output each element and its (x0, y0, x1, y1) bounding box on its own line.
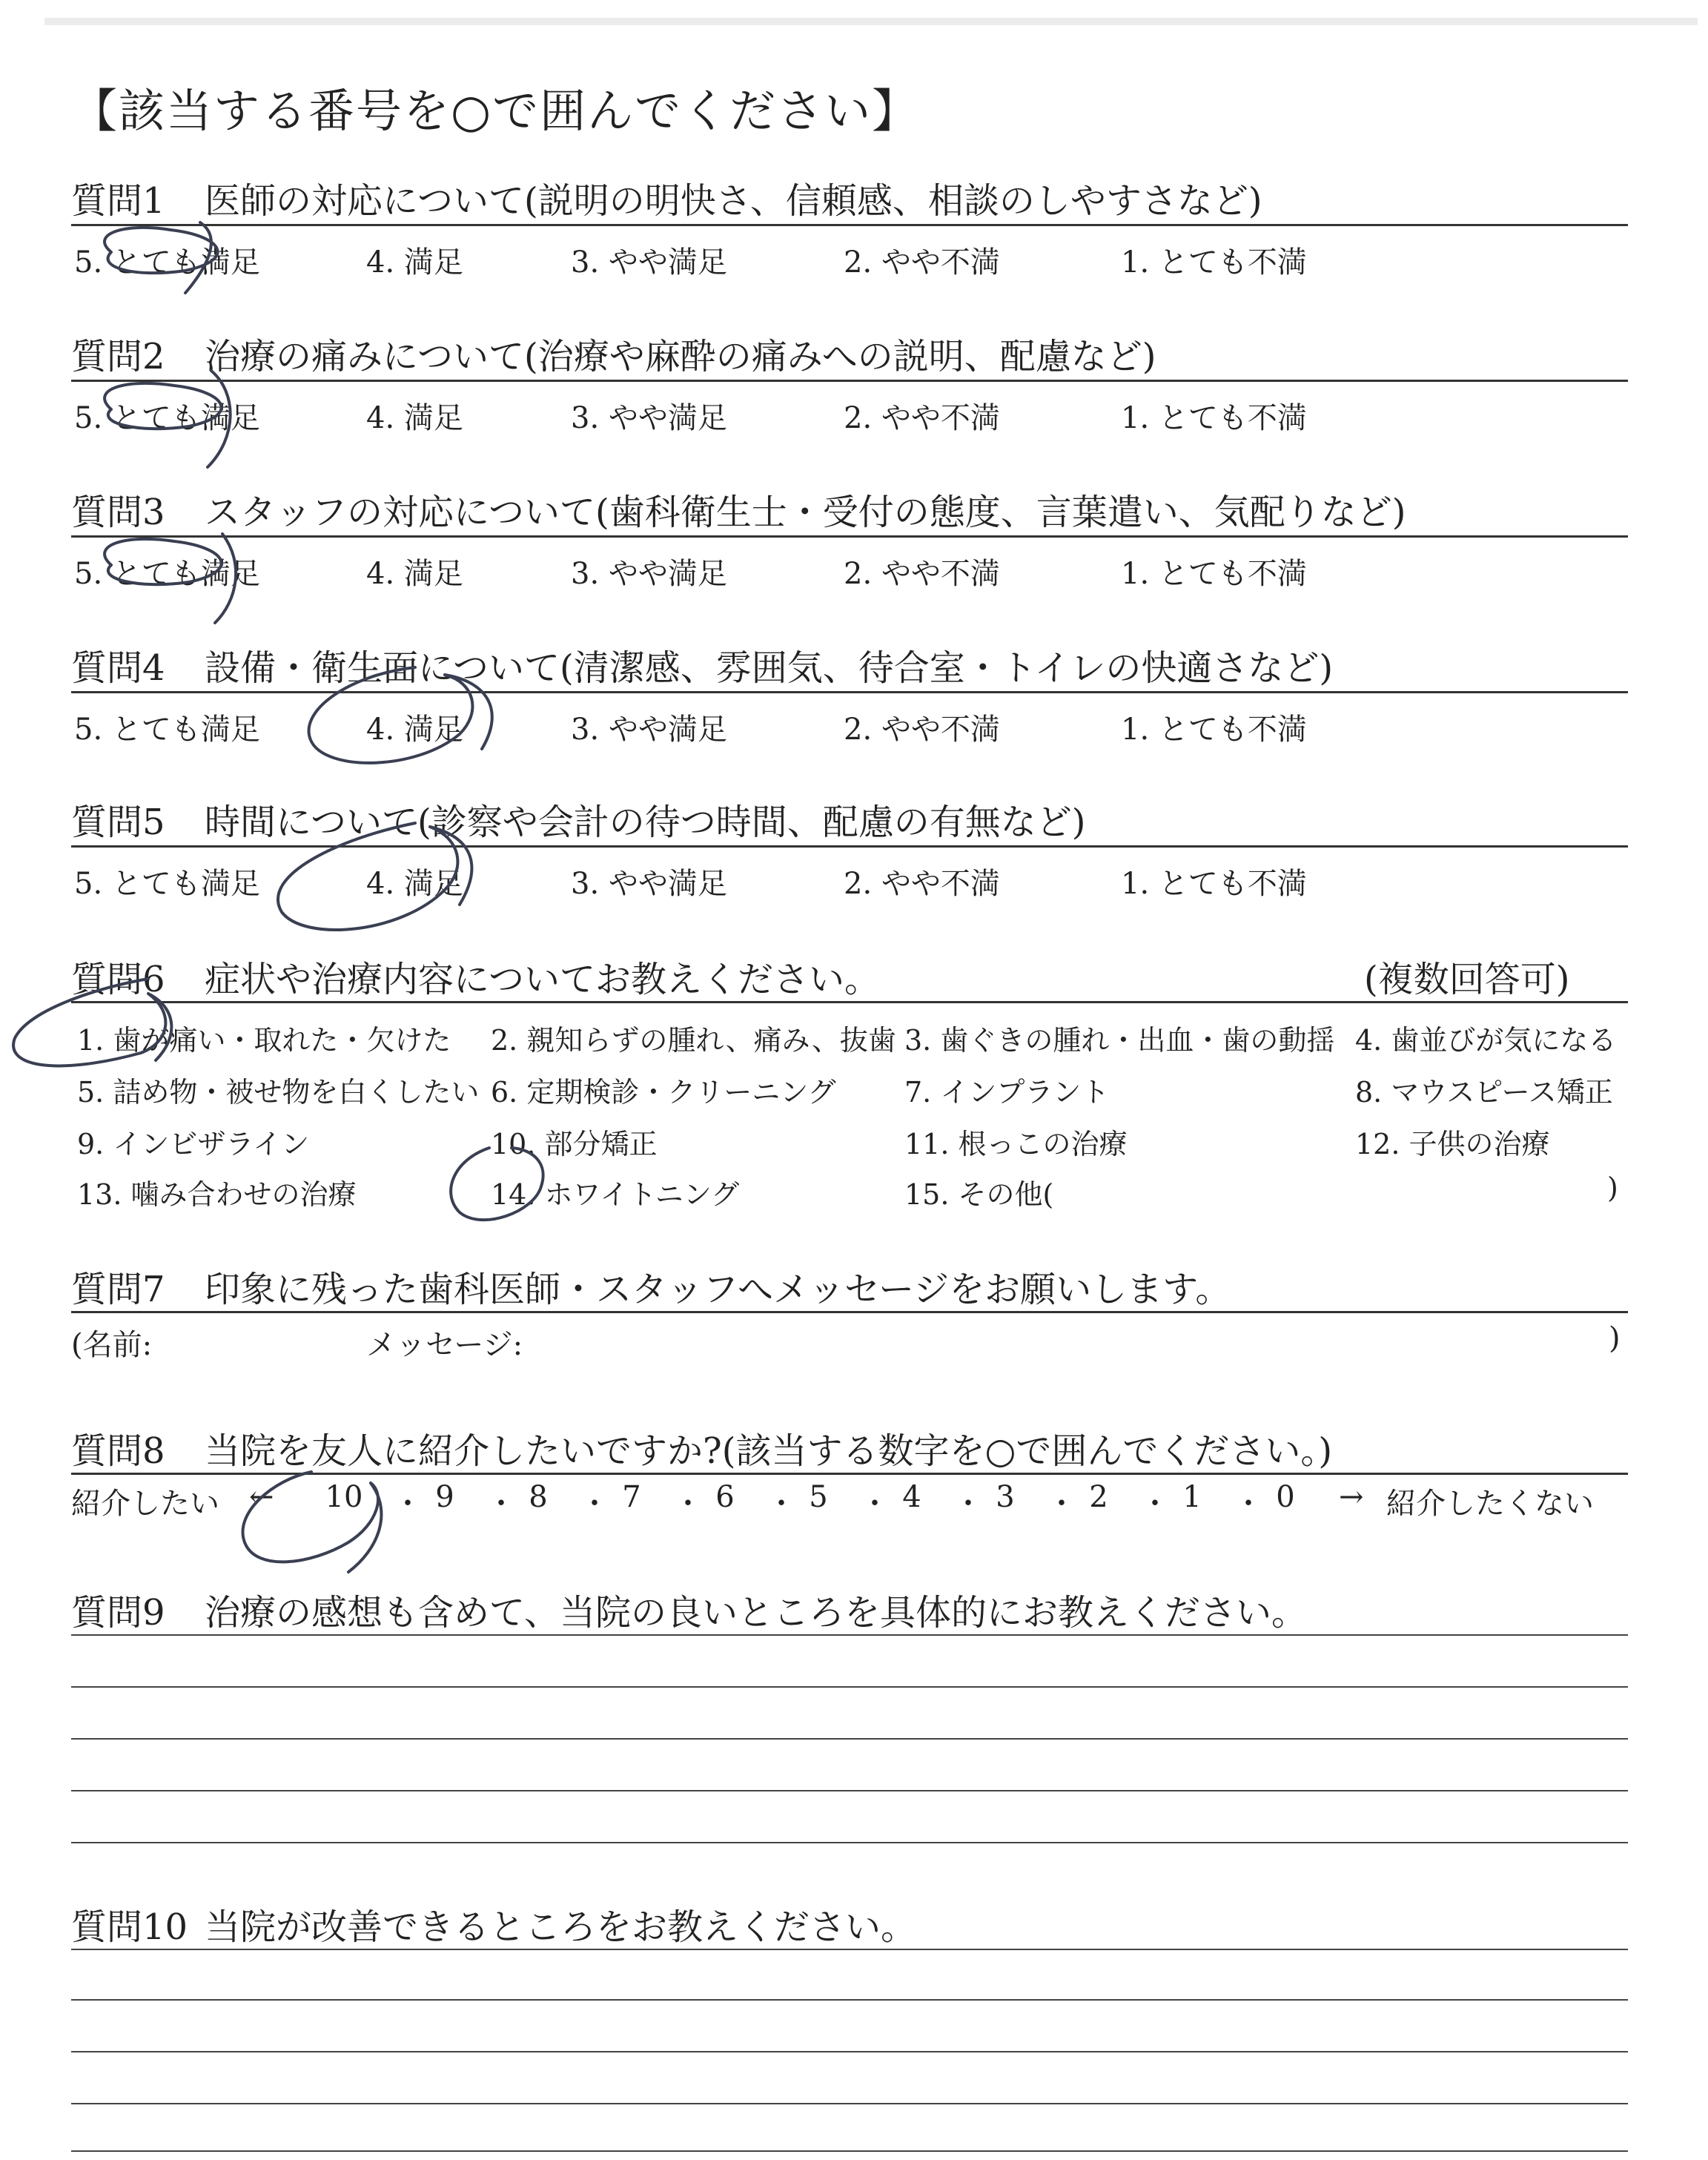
option-4[interactable]: 4. 満足 (366, 713, 463, 747)
option-4[interactable]: 4. 満足 (366, 245, 463, 280)
question-number: 質問2 (71, 336, 165, 377)
answer-line[interactable] (71, 1790, 1628, 1791)
scale-value-5[interactable]: 5 (809, 1480, 828, 1514)
divider (71, 845, 1628, 848)
question-9-title (71, 1584, 1307, 1635)
symptom-option-4[interactable]: 4. 歯並びが気になる (1355, 1024, 1617, 1057)
message-label: メッセージ: (366, 1328, 523, 1362)
divider (71, 1001, 1628, 1003)
option-3[interactable]: 3. やや満足 (571, 557, 727, 591)
option-3[interactable]: 3. やや満足 (571, 713, 727, 747)
option-2[interactable]: 2. やや不満 (844, 401, 1000, 435)
scale-separator: ・ (767, 1487, 796, 1521)
option-2[interactable]: 2. やや不満 (844, 245, 1000, 280)
scale-separator: ・ (1234, 1487, 1263, 1521)
question-8-title (71, 1422, 1332, 1473)
symptom-option-9[interactable]: 9. インビザライン (77, 1128, 310, 1160)
question-number: 質問4 (71, 647, 165, 689)
question-1-title (71, 172, 1262, 223)
divider (71, 1311, 1628, 1313)
scale-value-6[interactable]: 6 (715, 1480, 735, 1514)
scale-value-0[interactable]: 0 (1276, 1480, 1295, 1514)
scale-separator: ・ (580, 1487, 609, 1521)
question-6-title (71, 951, 880, 1002)
question-number: 質問1 (71, 180, 165, 222)
option-5[interactable]: 5. とても満足 (74, 245, 260, 280)
option-1[interactable]: 1. とても不満 (1121, 245, 1307, 280)
question-2-title (71, 328, 1156, 379)
question-number: 質問5 (71, 802, 165, 843)
scale-separator: ・ (486, 1487, 516, 1521)
message-close-paren: ) (1609, 1321, 1621, 1355)
question-text: スタッフの対応について(歯科衛生士・受付の態度、言葉遣い、気配りなど) (205, 492, 1406, 533)
answer-line[interactable] (71, 2103, 1628, 2104)
scale-separator: ・ (1047, 1487, 1076, 1521)
answer-line[interactable] (71, 1738, 1628, 1740)
scale-value-3[interactable]: 3 (996, 1480, 1015, 1514)
scale-separator: ・ (953, 1487, 983, 1521)
symptom-option-12[interactable]: 12. 子供の治療 (1355, 1128, 1550, 1160)
scale-value-8[interactable]: 8 (529, 1480, 548, 1514)
question-text: 時間について(診察や会計の待つ時間、配慮の有無など) (205, 802, 1086, 843)
question-number: 質問3 (71, 492, 165, 533)
option-1[interactable]: 1. とても不満 (1121, 401, 1307, 435)
scale-separator: ・ (393, 1487, 423, 1521)
answer-line[interactable] (71, 1999, 1628, 2001)
question-number: 質問6 (71, 959, 165, 1000)
scale-value-4[interactable]: 4 (902, 1480, 921, 1514)
question-text: 治療の痛みについて(治療や麻酔の痛みへの説明、配慮など) (205, 336, 1156, 377)
scale-separator: ・ (860, 1487, 890, 1521)
question-text: 症状や治療内容についてお教えください。 (205, 959, 881, 1000)
divider (71, 1473, 1628, 1475)
option-5[interactable]: 5. とても満足 (74, 401, 260, 435)
scale-value-10[interactable]: 10 (325, 1480, 363, 1514)
multiple-answers-note: (複数回答可) (1364, 959, 1570, 1000)
divider (71, 380, 1628, 382)
symptom-option-8[interactable]: 8. マウスピース矯正 (1355, 1076, 1613, 1109)
scale-separator: ・ (1140, 1487, 1170, 1521)
left-arrow: ← (249, 1480, 274, 1514)
answer-line[interactable] (71, 1686, 1628, 1688)
option-3[interactable]: 3. やや満足 (571, 245, 727, 280)
option-4[interactable]: 4. 満足 (366, 557, 463, 591)
answer-line[interactable] (71, 1634, 1628, 1636)
symptom-option-7[interactable]: 7. インプラント (904, 1076, 1110, 1109)
symptom-option-13[interactable]: 13. 噛み合わせの治療 (77, 1178, 357, 1211)
divider (71, 691, 1628, 693)
scan-top-edge (44, 18, 1698, 25)
question-text: 当院が改善できるところをお教えください。 (205, 1906, 917, 1948)
option-5[interactable]: 5. とても満足 (74, 557, 260, 591)
scale-value-7[interactable]: 7 (622, 1480, 641, 1514)
scale-value-9[interactable]: 9 (435, 1480, 454, 1514)
option-5[interactable]: 5. とても満足 (74, 713, 260, 747)
question-number: 質問10 (71, 1906, 188, 1948)
other-close-paren: ) (1607, 1172, 1618, 1204)
question-number: 質問7 (71, 1269, 165, 1310)
option-4[interactable]: 4. 満足 (366, 867, 463, 901)
answer-line[interactable] (71, 2150, 1628, 2152)
question-10-title (71, 1898, 916, 1949)
option-1[interactable]: 1. とても不満 (1121, 713, 1307, 747)
symptom-option-11[interactable]: 11. 根っこの治療 (904, 1128, 1128, 1160)
symptom-option-14[interactable]: 14. ホワイトニング (491, 1178, 740, 1211)
divider (71, 224, 1628, 226)
name-label: (名前: (71, 1328, 153, 1362)
option-2[interactable]: 2. やや不満 (844, 713, 1000, 747)
question-5-title (71, 793, 1086, 845)
option-1[interactable]: 1. とても不満 (1121, 867, 1307, 901)
form-heading: 【該当する番号を○で囲んでください】 (71, 84, 920, 138)
symptom-option-1[interactable]: 1. 歯が痛い・取れた・欠けた (77, 1024, 451, 1057)
option-1[interactable]: 1. とても不満 (1121, 557, 1307, 591)
question-text: 医師の対応について(説明の明快さ、信頼感、相談のしやすさなど) (205, 180, 1262, 222)
question-text: 印象に残った歯科医師・スタッフへメッセージをお願いします。 (205, 1269, 1231, 1310)
answer-line[interactable] (71, 1949, 1628, 1950)
question-number: 質問8 (71, 1430, 165, 1472)
answer-line[interactable] (71, 2051, 1628, 2052)
answer-line[interactable] (71, 1842, 1628, 1843)
question-text: 治療の感想も含めて、当院の良いところを具体的にお教えください。 (205, 1592, 1308, 1634)
question-4-title (71, 639, 1333, 690)
recommend-left-label: 紹介したい (71, 1487, 219, 1521)
question-text: 当院を友人に紹介したいですか?(該当する数字を○で囲んでください。) (205, 1430, 1333, 1472)
option-2[interactable]: 2. やや不満 (844, 867, 1000, 901)
question-7-title (71, 1261, 1231, 1312)
symptom-option-5[interactable]: 5. 詰め物・被せ物を白くしたい (77, 1076, 480, 1109)
symptom-option-2[interactable]: 2. 親知らずの腫れ、痛み、抜歯 (491, 1024, 896, 1057)
option-3[interactable]: 3. やや満足 (571, 401, 727, 435)
scale-value-2[interactable]: 2 (1089, 1480, 1108, 1514)
option-3[interactable]: 3. やや満足 (571, 867, 727, 901)
divider (71, 535, 1628, 538)
question-text: 設備・衛生面について(清潔感、雰囲気、待合室・トイレの快適さなど) (205, 647, 1334, 689)
symptom-option-3[interactable]: 3. 歯ぐきの腫れ・出血・歯の動揺 (904, 1024, 1335, 1057)
scale-value-1[interactable]: 1 (1182, 1480, 1202, 1514)
option-4[interactable]: 4. 満足 (366, 401, 463, 435)
option-5[interactable]: 5. とても満足 (74, 867, 260, 901)
question-number: 質問9 (71, 1592, 165, 1634)
question-3-title (71, 483, 1406, 535)
option-2[interactable]: 2. やや不満 (844, 557, 1000, 591)
recommend-right-label: 紹介したくない (1386, 1487, 1594, 1521)
symptom-option-10[interactable]: 10. 部分矯正 (491, 1128, 658, 1160)
symptom-option-6[interactable]: 6. 定期検診・クリーニング (491, 1076, 836, 1109)
right-arrow: → (1339, 1480, 1364, 1514)
scale-separator: ・ (673, 1487, 703, 1521)
symptom-option-15[interactable]: 15. その他( (904, 1178, 1054, 1211)
